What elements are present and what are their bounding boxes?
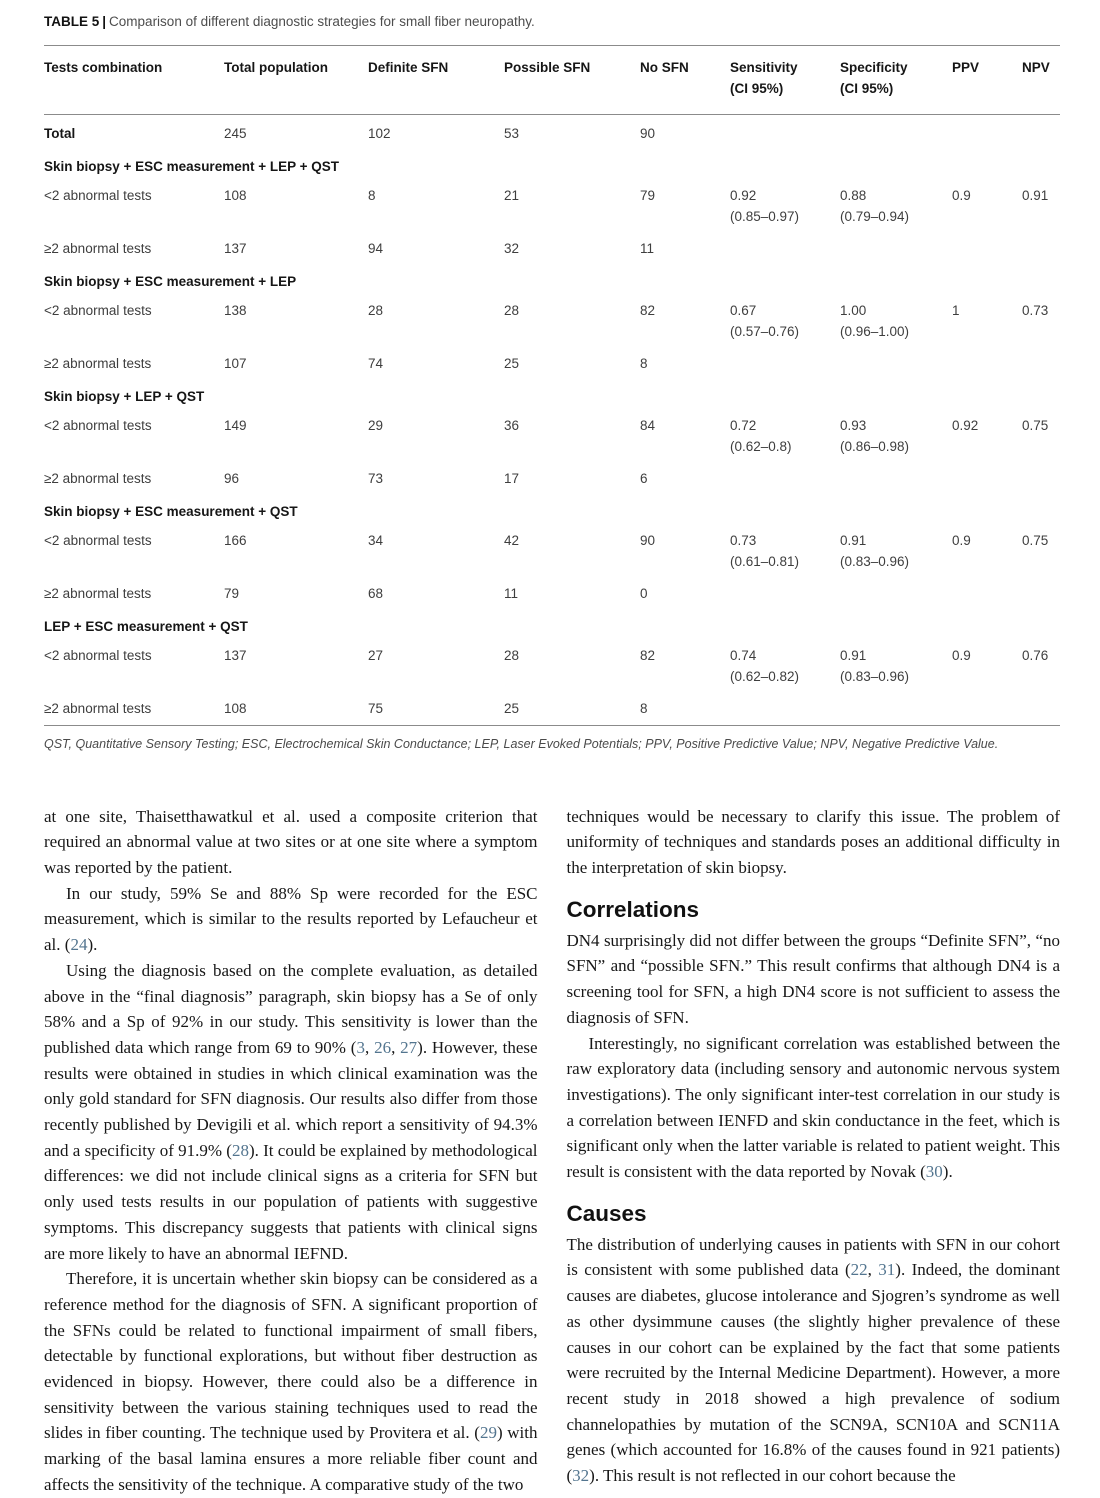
table-cell: 138 [224, 303, 247, 319]
citation-link[interactable]: 27 [400, 1037, 418, 1057]
table-cell [730, 348, 840, 380]
citation-link[interactable]: 26 [374, 1037, 392, 1057]
table-cell: 8 [368, 188, 376, 204]
table-cell: 0.92 [952, 418, 979, 434]
text-column-1 [44, 804, 538, 1498]
paragraph: The distribution of underlying causes in patients with SFN in our cohort is consistent with some published data (22, 31). Indeed, the dominant causes are diabetes, glucose intolerance and Sjogren’s syndrome as well as other dysimmune causes (the slightly higher prevalence of these causes in our cohort can be explained by the fact that some patients were recruited by the Internal Medicine Department). However, a more recent study in 2018 showed a high prevalence of sodium channelopathies by mutation of the SCN9A, SCN10A and SCN11A genes (which accounted for 16.8% of the causes found in 921 patients) (32). This result is not reflected in our cohort because the [566, 1234, 1060, 1486]
table-cell [730, 463, 840, 495]
column-header: Specificity (CI 95%) [840, 46, 952, 115]
table-cell [730, 114, 840, 150]
table-cell: 0.74 (0.62–0.82) [730, 648, 800, 684]
table-cell: 149 [224, 418, 247, 434]
table-row [44, 578, 1060, 610]
row-label: <2 abnormal tests [44, 533, 152, 549]
table-cell: 90 [640, 533, 656, 549]
row-label: ≥2 abnormal tests [44, 355, 152, 371]
table-cell: 0.91 (0.83–0.96) [840, 533, 910, 569]
table-cell [1022, 693, 1060, 726]
section-label: Skin biopsy + LEP + QST [44, 389, 205, 405]
column-header: PPV [952, 46, 1022, 115]
table-cell [952, 578, 1022, 610]
table-5 [44, 45, 1060, 726]
table-cell [730, 693, 840, 726]
table-row [44, 410, 1060, 463]
table-cell: 42 [504, 533, 520, 549]
table-cell [952, 348, 1022, 380]
table-cell: 0.92 (0.85–0.97) [730, 188, 800, 224]
section-label: LEP + ESC measurement + QST [44, 619, 248, 635]
table-row [44, 233, 1060, 265]
table-cell: 245 [224, 125, 247, 141]
table-section-row [44, 380, 1060, 410]
row-label: ≥2 abnormal tests [44, 240, 152, 256]
table-cell: 82 [640, 303, 656, 319]
table-cell: 79 [640, 188, 656, 204]
table-cell: 108 [224, 188, 247, 204]
paragraph: at one site, Thaisetthawatkul et al. used a composite criterion that required an abnormal value at two sites or at one site where a symptom was reported by the patient. [44, 806, 538, 877]
table-row [44, 295, 1060, 348]
table-cell: 108 [224, 700, 247, 716]
table-row [44, 525, 1060, 578]
table-section-row [44, 610, 1060, 640]
table-cell [952, 463, 1022, 495]
table-row [44, 114, 1060, 150]
section-label: Skin biopsy + ESC measurement + QST [44, 504, 298, 520]
column-header: Possible SFN [504, 46, 640, 115]
table-cell: 0.72 (0.62–0.8) [730, 418, 792, 454]
table-cell: 0.73 [1022, 303, 1049, 319]
row-label: ≥2 abnormal tests [44, 470, 152, 486]
table-cell: 166 [224, 533, 247, 549]
table-cell: 0.9 [952, 648, 971, 664]
table-cell: 82 [640, 648, 656, 664]
table-cell: 8 [640, 355, 648, 371]
table-cell: 79 [224, 585, 240, 601]
paragraph: Interestingly, no significant correlation was established between the raw exploratory data (including sensory and autonomic nervous system investigations). The only significant inter-test correlation in our study is a correlation between IENFD and skin conductance in the feet, which is significant only when the latter variable is related to patient weight. This result is consistent with the data reported by Novak (30). [566, 1033, 1060, 1182]
table-cell: 32 [504, 240, 520, 256]
citation-link[interactable]: 31 [878, 1260, 896, 1280]
column-header: Total population [224, 46, 368, 115]
table-cell [730, 233, 840, 265]
column-header: Tests combination [44, 46, 224, 115]
table-section-row [44, 495, 1060, 525]
table-cell: 1.00 (0.96–1.00) [840, 303, 910, 339]
table-cell: 28 [504, 303, 520, 319]
row-label: <2 abnormal tests [44, 648, 152, 664]
table-cell: 11 [504, 585, 519, 601]
table-section-row [44, 265, 1060, 295]
table-header-row [44, 46, 1060, 115]
table-cell [840, 463, 952, 495]
table-cell: 0.9 [952, 188, 971, 204]
table-cell: 25 [504, 700, 520, 716]
citation-link[interactable]: 30 [925, 1162, 943, 1182]
table-cell: 29 [368, 418, 384, 434]
table-cell: 53 [504, 125, 520, 141]
section-heading: Causes [566, 1200, 647, 1226]
table-footnote: QST, Quantitative Sensory Testing; ESC, Electrochemical Skin Conductance; LEP, Laser Evoked Potentials; PPV, Positive Predictive Value; NPV, Negative Predictive Value. [44, 737, 999, 752]
paragraph: DN4 surprisingly did not differ between the groups “Definite SFN”, “no SFN” and “possible SFN.” This result confirms that although DN4 is a screening tool for SFN, a high DN4 score is not sufficient to assess the diagnosis of SFN. [566, 930, 1060, 1027]
table-cell: 0 [640, 585, 648, 601]
table-cell: 6 [640, 470, 648, 486]
citation-link[interactable]: 22 [850, 1260, 868, 1280]
row-label: ≥2 abnormal tests [44, 700, 152, 716]
table-cell: 73 [368, 470, 384, 486]
table-cell: 0.9 [952, 533, 971, 549]
citation-link[interactable]: 3 [356, 1037, 365, 1057]
table-cell: 0.76 [1022, 648, 1049, 664]
paragraph: In our study, 59% Se and 88% Sp were recorded for the ESC measurement, which is similar to the results reported by Lefaucheur et al. (24). [44, 883, 538, 955]
table-cell: 0.91 (0.83–0.96) [840, 648, 910, 684]
table-cell [840, 693, 952, 726]
table-cell: 75 [368, 700, 384, 716]
table-caption-separator: | [102, 14, 107, 29]
table-cell: 0.75 [1022, 418, 1049, 434]
table-cell: 94 [368, 240, 384, 256]
table-cell: 137 [224, 240, 247, 256]
table-row [44, 180, 1060, 233]
table-cell [952, 233, 1022, 265]
table-cell: 137 [224, 648, 247, 664]
table-cell: 1 [952, 303, 960, 319]
row-label: <2 abnormal tests [44, 303, 152, 319]
table-cell: 21 [504, 188, 520, 204]
column-header: Sensitivity (CI 95%) [730, 46, 840, 115]
table-cell: 0.91 [1022, 188, 1049, 204]
text-column-2 [567, 804, 1061, 1498]
table-cell [1022, 348, 1060, 380]
paragraph: Using the diagnosis based on the complete evaluation, as detailed above in the “final diagnosis” paragraph, skin biopsy has a Se of only 58% and a Sp of 92% in our study. This sensitivity is lower than the published data which range from 69 to 90% (3, 26, 27). However, these results were obtained in studies in which clinical examination was the only gold standard for SFN diagnosis. Our results also differ from those recently published by Devigili et al. which report a sensitivity of 94.3% and a specificity of 91.9% (28). It could be explained by methodological differences: we did not include clinical signs as a criteria for SFN but only used tests results in our population of patients with suggestive symptoms. This discrepancy suggests that patients with clinical signs are more likely to have an abnormal IEFND. [44, 960, 538, 1263]
table-cell: 0.73 (0.61–0.81) [730, 533, 800, 569]
table-body [44, 114, 1060, 725]
citation-link[interactable]: 24 [70, 935, 88, 955]
row-label: ≥2 abnormal tests [44, 585, 152, 601]
table-caption [44, 14, 1060, 29]
table-row [44, 348, 1060, 380]
table-cell: 107 [224, 355, 247, 371]
section-heading: Correlations [566, 896, 700, 922]
table-cell: 74 [368, 355, 384, 371]
table-section-row [44, 150, 1060, 180]
paragraph: techniques would be necessary to clarify this issue. The problem of uniformity of techniques and standards poses an additional difficulty in the interpretation of skin biopsy. [566, 806, 1060, 877]
table-cell [840, 348, 952, 380]
citation-link[interactable]: 28 [231, 1140, 249, 1160]
table-cell [730, 578, 840, 610]
column-header: Definite SFN [368, 46, 504, 115]
table-cell [1022, 463, 1060, 495]
table-cell: 68 [368, 585, 384, 601]
table-cell [1022, 578, 1060, 610]
table-cell: 0.93 (0.86–0.98) [840, 418, 910, 454]
table-cell: 27 [368, 648, 384, 664]
table-cell: 0.88 (0.79–0.94) [840, 188, 910, 224]
row-label: <2 abnormal tests [44, 188, 152, 204]
table-cell: 34 [368, 533, 384, 549]
paragraph: Therefore, it is uncertain whether skin biopsy can be considered as a reference method for the diagnosis of SFN. A significant proportion of the SFNs could be related to functional impairment of small fibers, detectable by functional explorations, but without fiber destruction as evidenced in biopsy. However, there could also be a difference in sensitivity between the various staining techniques used to read the slides in fiber counting. The technique used by Provitera et al. (29) with marking of the basal lamina ensures a more reliable fiber count and affects the sensitivity of the technique. A comparative study of the two [44, 1269, 538, 1494]
table-cell: 102 [368, 125, 391, 141]
table-cell [1022, 114, 1060, 150]
table-cell: 36 [504, 418, 520, 434]
column-header: No SFN [640, 46, 730, 115]
table-cell: 17 [504, 470, 520, 486]
table-cell: 8 [640, 700, 648, 716]
column-header: NPV [1022, 46, 1060, 115]
table-cell: 96 [224, 470, 240, 486]
table-cell [952, 114, 1022, 150]
table-row [44, 693, 1060, 726]
table-cell: 90 [640, 125, 656, 141]
table-cell: 84 [640, 418, 656, 434]
row-label: <2 abnormal tests [44, 418, 152, 434]
table-cell [840, 578, 952, 610]
table-caption-label: TABLE 5 [44, 14, 100, 29]
citation-link[interactable]: 32 [572, 1466, 590, 1486]
table-cell: 28 [368, 303, 384, 319]
table-row [44, 463, 1060, 495]
table-cell [952, 693, 1022, 726]
citation-link[interactable]: 29 [479, 1423, 497, 1443]
table-cell: 11 [640, 240, 655, 256]
table-cell [1022, 233, 1060, 265]
table-cell [840, 114, 952, 150]
table-cell: 28 [504, 648, 520, 664]
row-label: Total [44, 125, 76, 141]
table-row [44, 640, 1060, 693]
table-caption-text: Comparison of different diagnostic strategies for small fiber neuropathy. [109, 14, 535, 29]
article-body [44, 804, 1060, 1498]
section-label: Skin biopsy + ESC measurement + LEP + QST [44, 159, 339, 175]
table-cell: 0.75 [1022, 533, 1049, 549]
section-label: Skin biopsy + ESC measurement + LEP [44, 274, 297, 290]
table-cell [840, 233, 952, 265]
table-cell: 25 [504, 355, 520, 371]
table-cell: 0.67 (0.57–0.76) [730, 303, 800, 339]
